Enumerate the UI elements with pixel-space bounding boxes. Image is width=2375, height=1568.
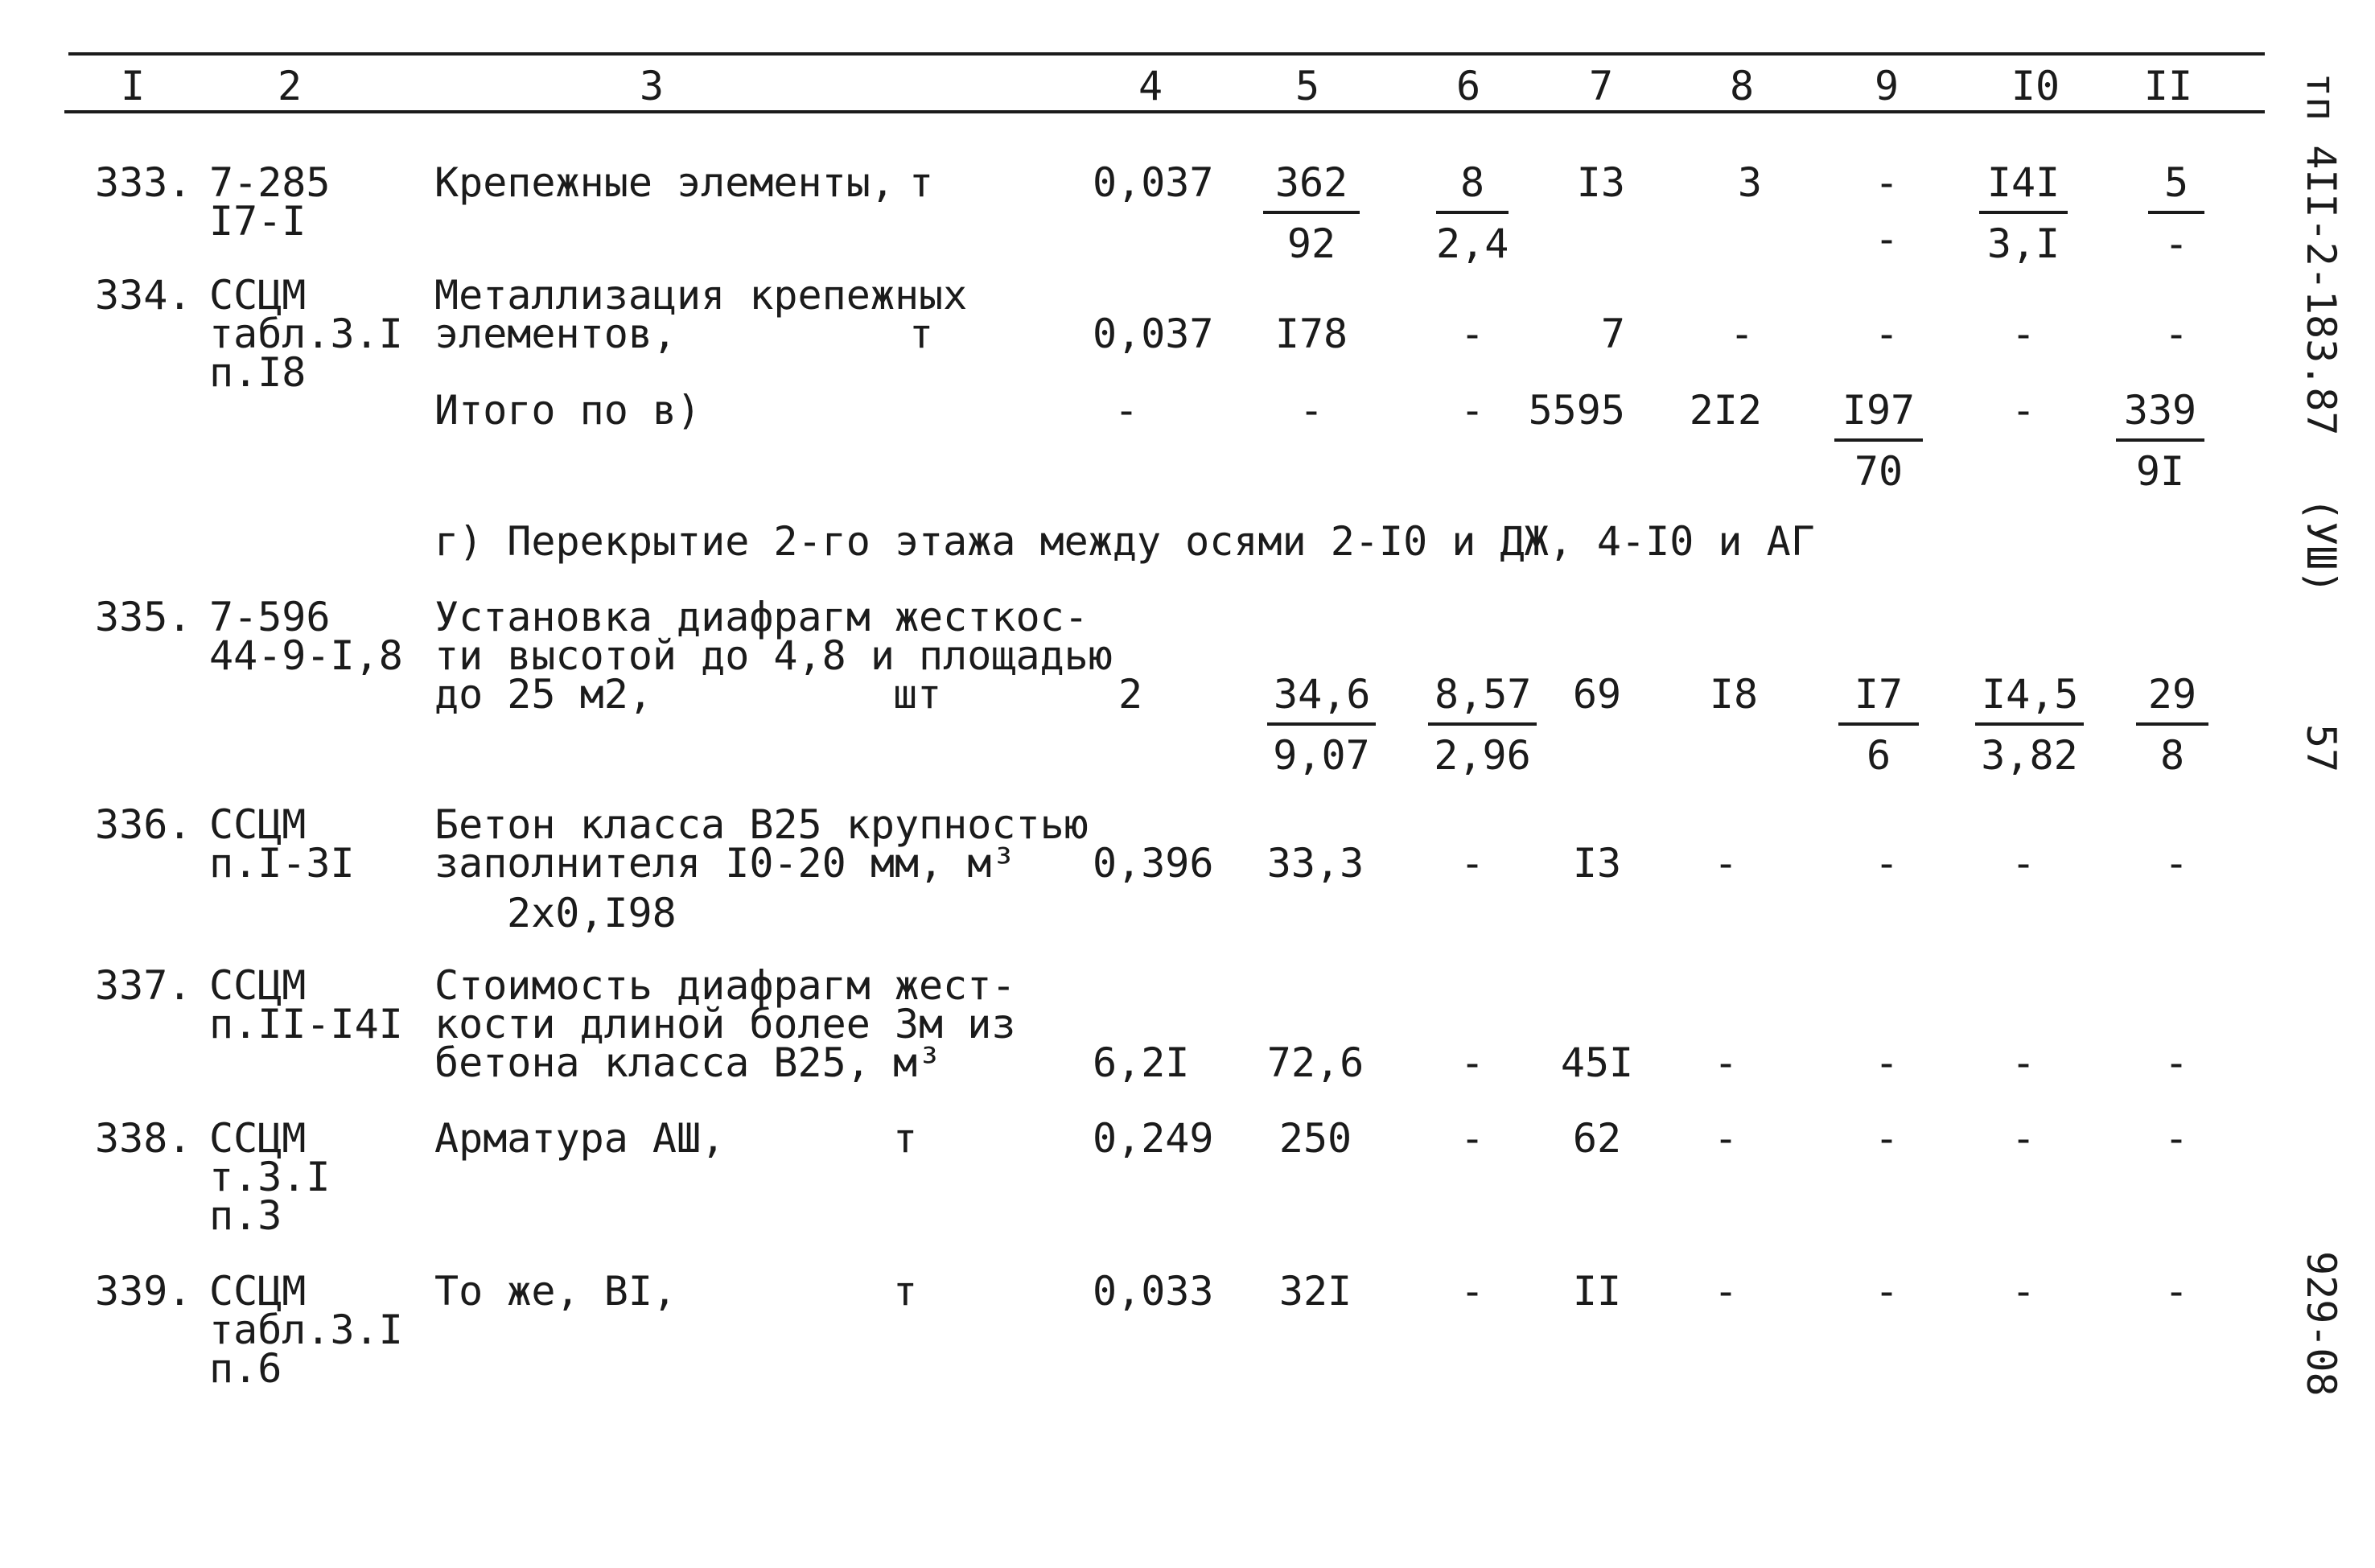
quantity: 0,037 [1093, 311, 1214, 357]
col8-value: - [1713, 1115, 1739, 1162]
row-number: 336. [95, 801, 192, 848]
row-number: 334. [95, 272, 192, 319]
work-name: элементов, [434, 311, 677, 357]
col11-fraction [2116, 387, 2204, 495]
work-name: Арматура АШ, [434, 1115, 726, 1162]
col10-fraction [1979, 159, 2068, 267]
work-name: бетона класса В25, [434, 1039, 871, 1086]
rate-code: 7-596 [209, 594, 331, 640]
unit: т [893, 1268, 918, 1315]
quantity: 0,396 [1093, 840, 1214, 887]
rate-code: ССЦМ [209, 272, 307, 319]
row-number: 335. [95, 594, 192, 640]
col7-value: 69 [1572, 671, 1622, 718]
unit: шт [893, 671, 942, 718]
col6-bottom: 2,96 [1434, 732, 1531, 779]
col8-value: - [1713, 840, 1739, 887]
quantity-formula: 2х0,I98 [507, 890, 677, 936]
unit: т [893, 1115, 918, 1162]
document-part: (УШ) [2298, 497, 2344, 595]
unit: м³ [893, 1039, 942, 1086]
col9-value: - [1874, 840, 1900, 887]
column-header-5: 5 [1295, 63, 1320, 109]
col9-value: - [1874, 159, 1900, 206]
col7-value: I3 [1572, 840, 1622, 887]
column-header-4: 4 [1138, 63, 1163, 109]
rate-code: табл.3.I [209, 1307, 403, 1353]
column-header-1: I [120, 63, 146, 109]
total-label: Итого по в) [434, 387, 702, 434]
col4-value: - [1113, 387, 1139, 434]
col5-bottom: 92 [1286, 220, 1336, 267]
col6-fraction [1436, 159, 1509, 267]
col7-value: II [1572, 1268, 1622, 1315]
column-header-8: 8 [1729, 63, 1755, 109]
col5-value: - [1299, 387, 1324, 434]
row-number: 337. [95, 962, 192, 1009]
quantity: 2 [1118, 671, 1143, 718]
col10-bottom: 3,82 [1981, 732, 2078, 779]
col6-value: - [1459, 1115, 1485, 1162]
rate-code: ССЦМ [209, 801, 307, 848]
col6-bottom: 2,4 [1436, 220, 1509, 267]
col10-top: I4I [1979, 163, 2068, 214]
col9-bottom: 6 [1866, 732, 1891, 779]
column-header-10: I0 [2011, 63, 2060, 109]
col10-fraction [1975, 671, 2084, 779]
col10-top: I4,5 [1975, 674, 2084, 726]
column-header-9: 9 [1874, 63, 1900, 109]
col11-value: - [2163, 311, 2189, 357]
rate-code: 44-9-I,8 [209, 632, 403, 679]
rate-code: ССЦМ [209, 962, 307, 1009]
col7-value: 62 [1572, 1115, 1622, 1162]
col5-fraction [1263, 159, 1360, 267]
rate-code: табл.3.I [209, 311, 403, 357]
col9-fraction [1834, 387, 1923, 495]
col10-bottom: 3,I [1986, 220, 2060, 267]
rate-code: ССЦМ [209, 1115, 307, 1162]
rate-code: 7-285 [209, 159, 331, 206]
col7-value: 5595 [1528, 387, 1625, 434]
rate-code: п.I8 [209, 349, 307, 396]
col11-top: 339 [2116, 390, 2204, 442]
row-number: 339. [95, 1268, 192, 1315]
col11-top: 29 [2136, 674, 2208, 726]
rate-code: п.I-3I [209, 840, 355, 887]
col6-value: - [1459, 387, 1485, 434]
col9-value: - [1874, 311, 1900, 357]
col9-top: I7 [1838, 674, 1919, 726]
col10-value: - [2011, 1115, 2036, 1162]
col8-value: - [1713, 1268, 1739, 1315]
work-name: То же, ВI, [434, 1268, 677, 1315]
col5-top: 34,6 [1267, 674, 1376, 726]
work-name: Стоимость диафрагм жест- [434, 962, 1016, 1009]
col6-value: - [1459, 1268, 1485, 1315]
work-name: Металлизация крепежных [434, 272, 968, 319]
col11-fraction [2148, 159, 2204, 267]
col9-bottom: 70 [1854, 448, 1904, 495]
sheet-code: 929-08 [2298, 1251, 2344, 1397]
col9-value: - [1874, 216, 1900, 262]
col6-value: - [1459, 840, 1485, 887]
unit: т [909, 311, 934, 357]
rate-code: т.3.I [209, 1154, 331, 1200]
work-name: заполнителя I0-20 мм, м³ [434, 840, 1016, 887]
col5-top: 362 [1263, 163, 1360, 214]
unit: т [909, 159, 934, 206]
column-header-6: 6 [1455, 63, 1481, 109]
col11-value: - [2163, 1115, 2189, 1162]
col9-top: I97 [1834, 390, 1923, 442]
col8-value: - [1729, 311, 1755, 357]
col11-bottom: - [2163, 220, 2189, 267]
col11-value: - [2163, 840, 2189, 887]
column-header-2: 2 [277, 63, 303, 109]
column-header-3: 3 [639, 63, 665, 109]
col9-value: - [1874, 1039, 1900, 1086]
col9-fraction [1838, 671, 1919, 779]
col6-top: 8,57 [1428, 674, 1537, 726]
col6-value: - [1459, 1039, 1485, 1086]
rate-code: п.3 [209, 1192, 282, 1239]
col7-value: 7 [1600, 311, 1625, 357]
col5-value: 72,6 [1266, 1039, 1364, 1086]
col10-value: - [2011, 840, 2036, 887]
rate-code: I7-I [209, 198, 307, 245]
column-header-7: 7 [1588, 63, 1614, 109]
rate-code: п.II-I4I [209, 1001, 403, 1047]
rate-code: п.6 [209, 1345, 282, 1392]
col11-value: - [2163, 1268, 2189, 1315]
col10-value: - [2011, 1268, 2036, 1315]
work-name: Крепежные элементы, [434, 159, 895, 206]
col5-bottom: 9,07 [1273, 732, 1370, 779]
col8-value: - [1713, 1039, 1739, 1086]
col11-bottom: 8 [2159, 732, 2185, 779]
col6-top: 8 [1436, 163, 1509, 214]
col5-value: I78 [1274, 311, 1348, 357]
col7-value: 45I [1560, 1039, 1634, 1086]
col5-fraction [1267, 671, 1376, 779]
col10-value: - [2011, 387, 2036, 434]
document-code: тп 4II-2-183.87 [2298, 72, 2344, 436]
col8-value: 3 [1737, 159, 1762, 206]
quantity: 0,249 [1093, 1115, 1214, 1162]
col5-value: 250 [1278, 1115, 1352, 1162]
col10-value: - [2011, 311, 2036, 357]
col11-bottom: 9I [2135, 448, 2185, 495]
quantity: 0,033 [1093, 1268, 1214, 1315]
rate-code: ССЦМ [209, 1268, 307, 1315]
quantity: 0,037 [1093, 159, 1214, 206]
top-rule [68, 52, 2265, 56]
col8-value: 2I2 [1689, 387, 1762, 434]
work-name: Установка диафрагм жесткос- [434, 594, 1089, 640]
col9-value: - [1874, 1115, 1900, 1162]
work-name: кости длиной более 3м из [434, 1001, 1016, 1047]
col5-value: 32I [1278, 1268, 1352, 1315]
col5-value: 33,3 [1266, 840, 1364, 887]
quantity: 6,2I [1093, 1039, 1190, 1086]
section-title: г) Перекрытие 2-го этажа между осями 2-I0 и ДЖ, 4-I0 и АГ [434, 518, 1815, 565]
col7-value: I3 [1576, 159, 1625, 206]
work-name: ти высотой до 4,8 и площадью [434, 632, 1113, 679]
col6-fraction [1428, 671, 1537, 779]
col6-value: - [1459, 311, 1485, 357]
page-number: 57 [2298, 724, 2344, 773]
col11-fraction [2136, 671, 2208, 779]
col10-value: - [2011, 1039, 2036, 1086]
col11-top: 5 [2148, 163, 2204, 214]
row-number: 333. [95, 159, 192, 206]
col8-value: I8 [1709, 671, 1759, 718]
header-rule [64, 110, 2265, 113]
work-name: Бетон класса В25 крупностью [434, 801, 1089, 848]
col11-value: - [2163, 1039, 2189, 1086]
col9-value: - [1874, 1268, 1900, 1315]
work-name: до 25 м2, [434, 671, 652, 718]
column-header-11: II [2143, 63, 2193, 109]
row-number: 338. [95, 1115, 192, 1162]
